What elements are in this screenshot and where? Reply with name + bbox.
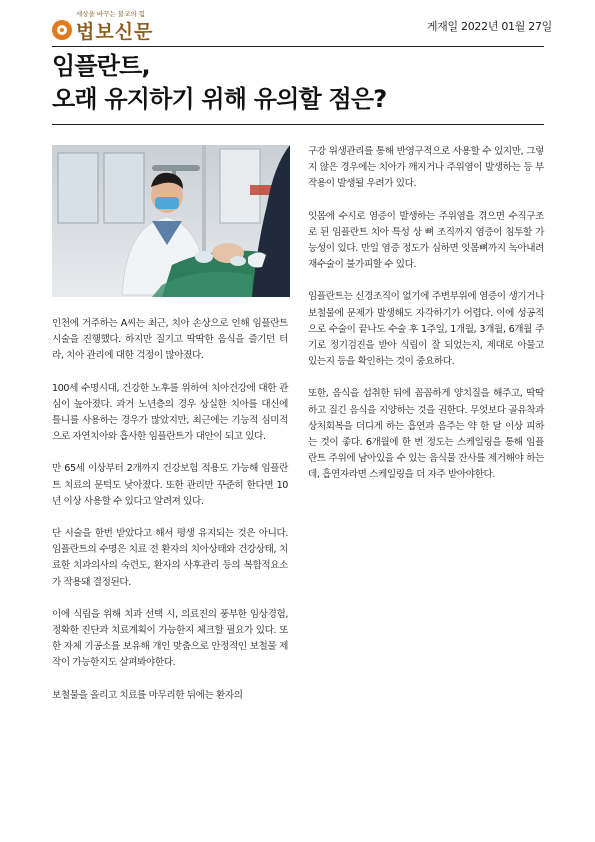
publication-date: 게재일 2022년 01월 27일	[426, 20, 552, 33]
article-column-left	[52, 316, 288, 720]
headline-line-2: 오래 유지하기 위해 유의할 점은?	[52, 85, 387, 113]
headline-line-1: 임플란트,	[52, 52, 150, 80]
paragraph: 이에 식립을 위해 치과 선택 시, 의료진의 풍부한 임상경험, 정확한 진단과 치료계획이 가능한지 체크할 필요가 있다. 또한 자체 기공소를 보유해 개인 맞춤으로 안정적인 보철물 제작이 가능한지도 살펴봐야한다.	[52, 608, 288, 669]
header-rule-top	[52, 46, 544, 47]
paragraph: 또한, 음식을 섭취한 뒤에 꼼꼼하게 양치질을 해주고, 딱딱하고 질긴 음식을 지양하는 것을 권한다. 무엇보다 골유착과 상처회복을 더디게 하는 흡연과 음주는 약 한 달 이상 피하는 것이 좋다. 6개월에 한 번 정도는 스케일링을 통해 임플란트 주위에 남아있을 수 있는 음식물 잔사를 제거해야 하는데, 흡연자라면 스케일링을 더 자주 받아야한다.	[308, 388, 544, 481]
logo-circle-icon	[52, 20, 72, 40]
header-rule-bottom	[52, 124, 544, 125]
paragraph: 잇몸에 수시로 염증이 발생하는 주위염을 겪으면 수직구조로 된 임플란트 치아 특성 상 뼈 조직까지 염증이 침투할 가능성이 있다. 만일 염증 정도가 심하면 잇몸뼈까지 녹아내려 재수술이 불가피할 수 있다.	[308, 210, 544, 271]
paragraph: 구강 위생관리를 통해 반영구적으로 사용할 수 있지만, 그렇지 않은 경우에는 치아가 깨지거나 주위염이 발생하는 등 부작용이 발생될 우려가 있다.	[308, 146, 544, 190]
masthead	[52, 8, 552, 42]
dental-clinic-photo-icon	[52, 145, 290, 297]
paragraph: 100세 수명시대, 건강한 노후를 위하여 치아건강에 대한 관심이 높아졌다. 과거 노년층의 경우 상실한 치아를 대신에 틀니를 사용하는 경우가 많았지만, 최근에는 기능적 심미적으로 자연치아와 흡사한 임플란트가 대안이 되고 있다.	[52, 382, 288, 443]
paragraph: 단 시술을 한번 받았다고 해서 평생 유지되는 것은 아니다. 임플란트의 수명은 치료 전 환자의 치아상태와 건강상태, 치료한 치과의사의 숙련도, 환자의 사후관리 등의 복합적요소가 작용돼 결정된다.	[52, 528, 288, 588]
article-headline	[52, 50, 547, 116]
article-column-right	[308, 144, 544, 500]
paragraph: 보철물을 올리고 치료를 마무리한 뒤에는 환자의	[52, 689, 243, 701]
logo-wordmark: 법보신문	[76, 21, 154, 43]
paragraph: 임플란트는 신경조직이 없기에 주변부위에 염증이 생기거나 보철물에 문제가 발생해도 자각하기가 어렵다. 이에 성공적으로 수술이 끝나도 수술 후 1주일, 1개월, 3개월, 6개월 주기로 정기검진을 받아 식립이 잘 되었는지, 제대로 아물고 있는지 등을 확인하는 것이 중요하다.	[308, 291, 544, 368]
paragraph: 인천에 거주하는 A씨는 최근, 치아 손상으로 인해 임플란트 시술을 진행했다. 하지만 질기고 딱딱한 음식을 즐기던 터라, 치아 관리에 대한 걱정이 많아졌다.	[52, 318, 288, 362]
paragraph: 만 65세 이상부터 2개까지 건강보험 적용도 가능해 임플란트 치료의 문턱도 낮아졌다. 또한 관리만 꾸준히 한다면 10년 이상 사용할 수 있다고 알려져 있다.	[52, 463, 288, 507]
logo-tagline: 세상을 바꾸는 불교의 힘	[76, 10, 145, 18]
article-photo	[52, 145, 290, 297]
